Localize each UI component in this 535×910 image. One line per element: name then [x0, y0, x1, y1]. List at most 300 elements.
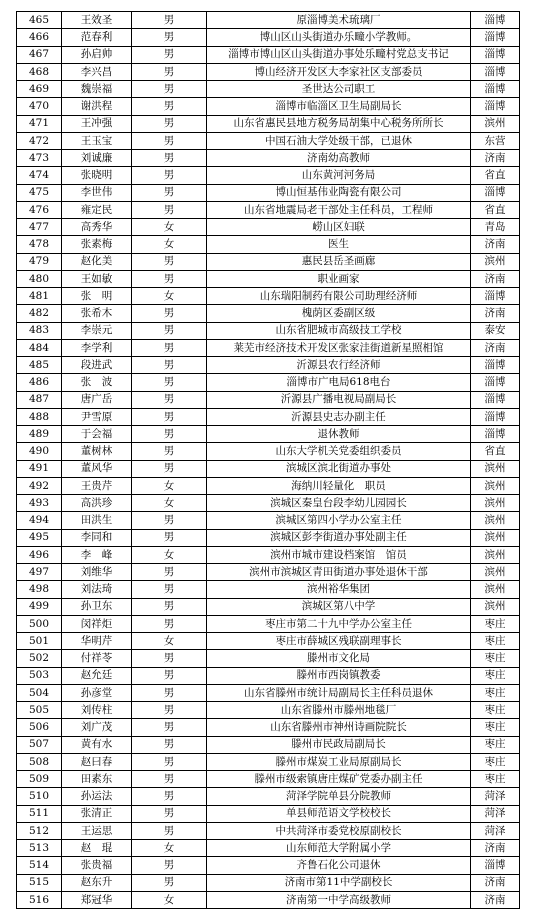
- table-row: [17, 270, 520, 287]
- table-row: [17, 115, 520, 132]
- table-row: [17, 598, 520, 615]
- region-cell: 枣庄: [471, 650, 520, 667]
- table-row: [17, 150, 520, 167]
- row-number-cell: 509: [17, 771, 62, 788]
- row-number-cell: 500: [17, 615, 62, 632]
- table-row: [17, 874, 520, 891]
- gender-cell: 男: [132, 63, 207, 80]
- region-cell: 济南: [471, 840, 520, 857]
- member-name-cell: 高秀华: [62, 219, 132, 236]
- work-unit-cell: 中国石油大学处级干部，已退休: [207, 132, 471, 149]
- member-name-cell: 田素东: [62, 771, 132, 788]
- region-cell: 济南: [471, 339, 520, 356]
- work-unit-cell: 博山恒基伟业陶瓷有限公司: [207, 184, 471, 201]
- gender-cell: 男: [132, 460, 207, 477]
- gender-cell: 男: [132, 374, 207, 391]
- member-name-cell: 董树林: [62, 443, 132, 460]
- gender-cell: 男: [132, 857, 207, 874]
- member-name-cell: 付祥苓: [62, 650, 132, 667]
- table-row: [17, 512, 520, 529]
- table-row: [17, 29, 520, 46]
- table-row: [17, 822, 520, 839]
- region-cell: 枣庄: [471, 633, 520, 650]
- work-unit-cell: 退休教师: [207, 426, 471, 443]
- gender-cell: 男: [132, 253, 207, 270]
- work-unit-cell: 山东大学机关党委组织委员: [207, 443, 471, 460]
- table-row: [17, 426, 520, 443]
- work-unit-cell: 山东瑞阳制药有限公司助理经济师: [207, 288, 471, 305]
- work-unit-cell: 济南幼高教师: [207, 150, 471, 167]
- gender-cell: 男: [132, 650, 207, 667]
- work-unit-cell: 惠民县岳圣画廊: [207, 253, 471, 270]
- member-name-cell: 刘广茂: [62, 719, 132, 736]
- region-cell: 淄博: [471, 81, 520, 98]
- member-name-cell: 段进武: [62, 357, 132, 374]
- table-row: [17, 408, 520, 425]
- region-cell: 济南: [471, 150, 520, 167]
- table-row: [17, 650, 520, 667]
- region-cell: 淄博: [471, 357, 520, 374]
- table-row: [17, 840, 520, 857]
- member-name-cell: 谢洪程: [62, 98, 132, 115]
- row-number-cell: 475: [17, 184, 62, 201]
- row-number-cell: 507: [17, 736, 62, 753]
- row-number-cell: 490: [17, 443, 62, 460]
- member-name-cell: 刘法琦: [62, 581, 132, 598]
- gender-cell: 男: [132, 270, 207, 287]
- member-name-cell: 尹雪原: [62, 408, 132, 425]
- row-number-cell: 497: [17, 564, 62, 581]
- region-cell: 省直: [471, 201, 520, 218]
- member-name-cell: 张希木: [62, 305, 132, 322]
- row-number-cell: 473: [17, 150, 62, 167]
- gender-cell: 男: [132, 753, 207, 770]
- gender-cell: 女: [132, 633, 207, 650]
- row-number-cell: 491: [17, 460, 62, 477]
- work-unit-cell: 齐鲁石化公司退休: [207, 857, 471, 874]
- work-unit-cell: 滨州裕华集团: [207, 581, 471, 598]
- region-cell: 滨州: [471, 546, 520, 563]
- member-name-cell: 高洪珍: [62, 495, 132, 512]
- member-name-cell: 范春利: [62, 29, 132, 46]
- member-name-cell: 赵曰春: [62, 753, 132, 770]
- work-unit-cell: 崂山区妇联: [207, 219, 471, 236]
- work-unit-cell: 沂源县农行经济师: [207, 357, 471, 374]
- region-cell: 菏泽: [471, 788, 520, 805]
- work-unit-cell: 滕州市级索镇唐庄煤矿党委办副主任: [207, 771, 471, 788]
- row-number-cell: 502: [17, 650, 62, 667]
- table-row: [17, 857, 520, 874]
- region-cell: 枣庄: [471, 736, 520, 753]
- member-name-cell: 王运思: [62, 822, 132, 839]
- row-number-cell: 466: [17, 29, 62, 46]
- table-row: [17, 63, 520, 80]
- member-name-cell: 李同和: [62, 529, 132, 546]
- table-row: [17, 633, 520, 650]
- member-name-cell: 李学利: [62, 339, 132, 356]
- row-number-cell: 469: [17, 81, 62, 98]
- member-name-cell: 魏崇福: [62, 81, 132, 98]
- member-name-cell: 刘传柱: [62, 702, 132, 719]
- table-row: [17, 443, 520, 460]
- row-number-cell: 486: [17, 374, 62, 391]
- gender-cell: 男: [132, 115, 207, 132]
- gender-cell: 女: [132, 288, 207, 305]
- region-cell: 淄博: [471, 391, 520, 408]
- table-row: [17, 339, 520, 356]
- region-cell: 淄博: [471, 98, 520, 115]
- member-name-cell: 孙启帅: [62, 46, 132, 63]
- table-row: [17, 236, 520, 253]
- work-unit-cell: 济南市第11中学副校长: [207, 874, 471, 891]
- work-unit-cell: 滕州市民政局副局长: [207, 736, 471, 753]
- table-row: [17, 771, 520, 788]
- member-name-cell: 王如敏: [62, 270, 132, 287]
- work-unit-cell: 槐荫区委副区级: [207, 305, 471, 322]
- work-unit-cell: 滨城区第八中学: [207, 598, 471, 615]
- work-unit-cell: 滕州市文化局: [207, 650, 471, 667]
- row-number-cell: 494: [17, 512, 62, 529]
- member-name-cell: 李崇元: [62, 322, 132, 339]
- work-unit-cell: 滨城区秦皇台段李幼儿园园长: [207, 495, 471, 512]
- member-name-cell: 闵祥炬: [62, 615, 132, 632]
- row-number-cell: 482: [17, 305, 62, 322]
- roster-table-body: [17, 12, 520, 909]
- table-row: [17, 81, 520, 98]
- work-unit-cell: 山东省地震局老干部处主任科员，工程师: [207, 201, 471, 218]
- table-row: [17, 477, 520, 494]
- work-unit-cell: 枣庄市第二十九中学办公室主任: [207, 615, 471, 632]
- row-number-cell: 511: [17, 805, 62, 822]
- gender-cell: 男: [132, 443, 207, 460]
- row-number-cell: 499: [17, 598, 62, 615]
- region-cell: 滨州: [471, 564, 520, 581]
- table-row: [17, 98, 520, 115]
- gender-cell: 男: [132, 874, 207, 891]
- member-name-cell: 张 波: [62, 374, 132, 391]
- row-number-cell: 483: [17, 322, 62, 339]
- row-number-cell: 476: [17, 201, 62, 218]
- gender-cell: 男: [132, 598, 207, 615]
- row-number-cell: 468: [17, 63, 62, 80]
- gender-cell: 男: [132, 529, 207, 546]
- region-cell: 济南: [471, 874, 520, 891]
- work-unit-cell: 沂源县史志办副主任: [207, 408, 471, 425]
- row-number-cell: 492: [17, 477, 62, 494]
- region-cell: 淄博: [471, 184, 520, 201]
- member-name-cell: 张素梅: [62, 236, 132, 253]
- work-unit-cell: 淄博市临淄区卫生局副局长: [207, 98, 471, 115]
- member-name-cell: 孙彦堂: [62, 684, 132, 701]
- gender-cell: 男: [132, 46, 207, 63]
- member-name-cell: 王效圣: [62, 12, 132, 29]
- work-unit-cell: 圣世达公司职工: [207, 81, 471, 98]
- region-cell: 滨州: [471, 477, 520, 494]
- member-name-cell: 刘诚廉: [62, 150, 132, 167]
- gender-cell: 男: [132, 167, 207, 184]
- region-cell: 省直: [471, 443, 520, 460]
- gender-cell: 男: [132, 29, 207, 46]
- table-row: [17, 253, 520, 270]
- row-number-cell: 498: [17, 581, 62, 598]
- row-number-cell: 513: [17, 840, 62, 857]
- member-name-cell: 赵允廷: [62, 667, 132, 684]
- work-unit-cell: 医生: [207, 236, 471, 253]
- row-number-cell: 493: [17, 495, 62, 512]
- member-name-cell: 华明芹: [62, 633, 132, 650]
- region-cell: 淄博: [471, 46, 520, 63]
- gender-cell: 男: [132, 581, 207, 598]
- work-unit-cell: 枣庄市薛城区残联副理事长: [207, 633, 471, 650]
- work-unit-cell: 沂源县广播电视局副局长: [207, 391, 471, 408]
- region-cell: 滨州: [471, 460, 520, 477]
- gender-cell: 女: [132, 495, 207, 512]
- region-cell: 泰安: [471, 322, 520, 339]
- member-name-cell: 孙运法: [62, 788, 132, 805]
- gender-cell: 男: [132, 132, 207, 149]
- member-name-cell: 张 明: [62, 288, 132, 305]
- work-unit-cell: 滨州市城市建设档案馆 馆员: [207, 546, 471, 563]
- table-row: [17, 460, 520, 477]
- member-name-cell: 郑冠华: [62, 891, 132, 908]
- gender-cell: 男: [132, 322, 207, 339]
- gender-cell: 男: [132, 805, 207, 822]
- table-row: [17, 788, 520, 805]
- row-number-cell: 472: [17, 132, 62, 149]
- region-cell: 枣庄: [471, 753, 520, 770]
- gender-cell: 女: [132, 219, 207, 236]
- member-name-cell: 田洪生: [62, 512, 132, 529]
- gender-cell: 男: [132, 702, 207, 719]
- table-row: [17, 322, 520, 339]
- region-cell: 淄博: [471, 426, 520, 443]
- work-unit-cell: 海纳川轻量化 职员: [207, 477, 471, 494]
- gender-cell: 女: [132, 546, 207, 563]
- gender-cell: 男: [132, 408, 207, 425]
- row-number-cell: 512: [17, 822, 62, 839]
- work-unit-cell: 山东师范大学附属小学: [207, 840, 471, 857]
- work-unit-cell: 原淄博美术琉璃厂: [207, 12, 471, 29]
- work-unit-cell: 滕州市煤炭工业局原副局长: [207, 753, 471, 770]
- member-name-cell: 赵 琨: [62, 840, 132, 857]
- gender-cell: 男: [132, 201, 207, 218]
- table-row: [17, 891, 520, 908]
- member-name-cell: 张贵福: [62, 857, 132, 874]
- table-row: [17, 167, 520, 184]
- row-number-cell: 504: [17, 684, 62, 701]
- gender-cell: 女: [132, 477, 207, 494]
- region-cell: 菏泽: [471, 822, 520, 839]
- row-number-cell: 481: [17, 288, 62, 305]
- gender-cell: 男: [132, 788, 207, 805]
- member-name-cell: 赵东升: [62, 874, 132, 891]
- member-name-cell: 李 峰: [62, 546, 132, 563]
- row-number-cell: 503: [17, 667, 62, 684]
- row-number-cell: 495: [17, 529, 62, 546]
- gender-cell: 男: [132, 357, 207, 374]
- row-number-cell: 515: [17, 874, 62, 891]
- table-row: [17, 132, 520, 149]
- gender-cell: 女: [132, 236, 207, 253]
- table-row: [17, 495, 520, 512]
- work-unit-cell: 滨城区第四小学办公室主任: [207, 512, 471, 529]
- row-number-cell: 514: [17, 857, 62, 874]
- table-row: [17, 219, 520, 236]
- table-row: [17, 201, 520, 218]
- table-row: [17, 184, 520, 201]
- region-cell: 滨州: [471, 512, 520, 529]
- gender-cell: 男: [132, 339, 207, 356]
- table-row: [17, 288, 520, 305]
- table-row: [17, 564, 520, 581]
- table-row: [17, 615, 520, 632]
- work-unit-cell: 淄博市博山区山头街道办事处乐疃村党总支书记: [207, 46, 471, 63]
- work-unit-cell: 莱芜市经济技术开发区张家洼街道新星照相馆: [207, 339, 471, 356]
- member-name-cell: 李世伟: [62, 184, 132, 201]
- member-name-cell: 赵化美: [62, 253, 132, 270]
- region-cell: 济南: [471, 891, 520, 908]
- gender-cell: 男: [132, 391, 207, 408]
- row-number-cell: 501: [17, 633, 62, 650]
- member-name-cell: 黄有水: [62, 736, 132, 753]
- region-cell: 枣庄: [471, 702, 520, 719]
- region-cell: 滨州: [471, 495, 520, 512]
- table-row: [17, 805, 520, 822]
- table-row: [17, 546, 520, 563]
- region-cell: 淄博: [471, 29, 520, 46]
- work-unit-cell: 单县师范语文学校校长: [207, 805, 471, 822]
- member-name-cell: 王贵芹: [62, 477, 132, 494]
- work-unit-cell: 滨城区滨北街道办事处: [207, 460, 471, 477]
- table-row: [17, 753, 520, 770]
- row-number-cell: 478: [17, 236, 62, 253]
- work-unit-cell: 博山经济开发区大李家社区支部委员: [207, 63, 471, 80]
- gender-cell: 女: [132, 840, 207, 857]
- region-cell: 青岛: [471, 219, 520, 236]
- table-row: [17, 702, 520, 719]
- row-number-cell: 489: [17, 426, 62, 443]
- region-cell: 枣庄: [471, 771, 520, 788]
- gender-cell: 男: [132, 512, 207, 529]
- member-name-cell: 王冲强: [62, 115, 132, 132]
- work-unit-cell: 山东省滕州市滕州地毯厂: [207, 702, 471, 719]
- region-cell: 淄博: [471, 408, 520, 425]
- region-cell: 淄博: [471, 63, 520, 80]
- row-number-cell: 465: [17, 12, 62, 29]
- region-cell: 东营: [471, 132, 520, 149]
- table-row: [17, 305, 520, 322]
- work-unit-cell: 滕州市西岗镇教委: [207, 667, 471, 684]
- work-unit-cell: 滨州市滨城区青田街道办事处退休干部: [207, 564, 471, 581]
- gender-cell: 男: [132, 667, 207, 684]
- region-cell: 菏泽: [471, 805, 520, 822]
- gender-cell: 男: [132, 684, 207, 701]
- gender-cell: 男: [132, 305, 207, 322]
- table-row: [17, 719, 520, 736]
- work-unit-cell: 滨城区彭李街道办事处副主任: [207, 529, 471, 546]
- row-number-cell: 467: [17, 46, 62, 63]
- region-cell: 滨州: [471, 115, 520, 132]
- row-number-cell: 508: [17, 753, 62, 770]
- work-unit-cell: 山东省惠民县地方税务局胡集中心税务所所长: [207, 115, 471, 132]
- row-number-cell: 484: [17, 339, 62, 356]
- row-number-cell: 470: [17, 98, 62, 115]
- region-cell: 省直: [471, 167, 520, 184]
- gender-cell: 女: [132, 891, 207, 908]
- region-cell: 济南: [471, 270, 520, 287]
- row-number-cell: 516: [17, 891, 62, 908]
- gender-cell: 男: [132, 736, 207, 753]
- member-name-cell: 刘维华: [62, 564, 132, 581]
- region-cell: 淄博: [471, 288, 520, 305]
- region-cell: 滨州: [471, 253, 520, 270]
- member-name-cell: 孙卫东: [62, 598, 132, 615]
- row-number-cell: 506: [17, 719, 62, 736]
- table-row: [17, 357, 520, 374]
- table-row: [17, 529, 520, 546]
- member-name-cell: 于会福: [62, 426, 132, 443]
- work-unit-cell: 菏泽学院单县分院教师: [207, 788, 471, 805]
- work-unit-cell: 中共菏泽市委党校原副校长: [207, 822, 471, 839]
- region-cell: 滨州: [471, 581, 520, 598]
- row-number-cell: 485: [17, 357, 62, 374]
- region-cell: 滨州: [471, 598, 520, 615]
- gender-cell: 男: [132, 822, 207, 839]
- gender-cell: 男: [132, 98, 207, 115]
- row-number-cell: 477: [17, 219, 62, 236]
- member-name-cell: 董风华: [62, 460, 132, 477]
- table-row: [17, 12, 520, 29]
- row-number-cell: 474: [17, 167, 62, 184]
- row-number-cell: 488: [17, 408, 62, 425]
- work-unit-cell: 职业画家: [207, 270, 471, 287]
- member-name-cell: 雍定民: [62, 201, 132, 218]
- row-number-cell: 479: [17, 253, 62, 270]
- member-name-cell: 王玉宝: [62, 132, 132, 149]
- region-cell: 滨州: [471, 529, 520, 546]
- region-cell: 济南: [471, 236, 520, 253]
- region-cell: 枣庄: [471, 667, 520, 684]
- member-name-cell: 张晓明: [62, 167, 132, 184]
- table-row: [17, 684, 520, 701]
- member-name-cell: 李兴昌: [62, 63, 132, 80]
- work-unit-cell: 山东省滕州市神州诗画院院长: [207, 719, 471, 736]
- member-name-cell: 张清正: [62, 805, 132, 822]
- region-cell: 淄博: [471, 857, 520, 874]
- region-cell: 枣庄: [471, 684, 520, 701]
- gender-cell: 男: [132, 184, 207, 201]
- row-number-cell: 480: [17, 270, 62, 287]
- table-row: [17, 581, 520, 598]
- member-roster-table: [16, 11, 520, 909]
- gender-cell: 男: [132, 771, 207, 788]
- table-row: [17, 736, 520, 753]
- gender-cell: 男: [132, 81, 207, 98]
- region-cell: 枣庄: [471, 719, 520, 736]
- work-unit-cell: 山东省滕州市统计局副局长主任科员退休: [207, 684, 471, 701]
- work-unit-cell: 山东黄河河务局: [207, 167, 471, 184]
- row-number-cell: 510: [17, 788, 62, 805]
- table-row: [17, 391, 520, 408]
- member-name-cell: 唐广岳: [62, 391, 132, 408]
- row-number-cell: 496: [17, 546, 62, 563]
- table-row: [17, 46, 520, 63]
- gender-cell: 男: [132, 564, 207, 581]
- work-unit-cell: 博山区山头街道办乐疃小学教师。: [207, 29, 471, 46]
- table-row: [17, 667, 520, 684]
- table-row: [17, 374, 520, 391]
- gender-cell: 男: [132, 150, 207, 167]
